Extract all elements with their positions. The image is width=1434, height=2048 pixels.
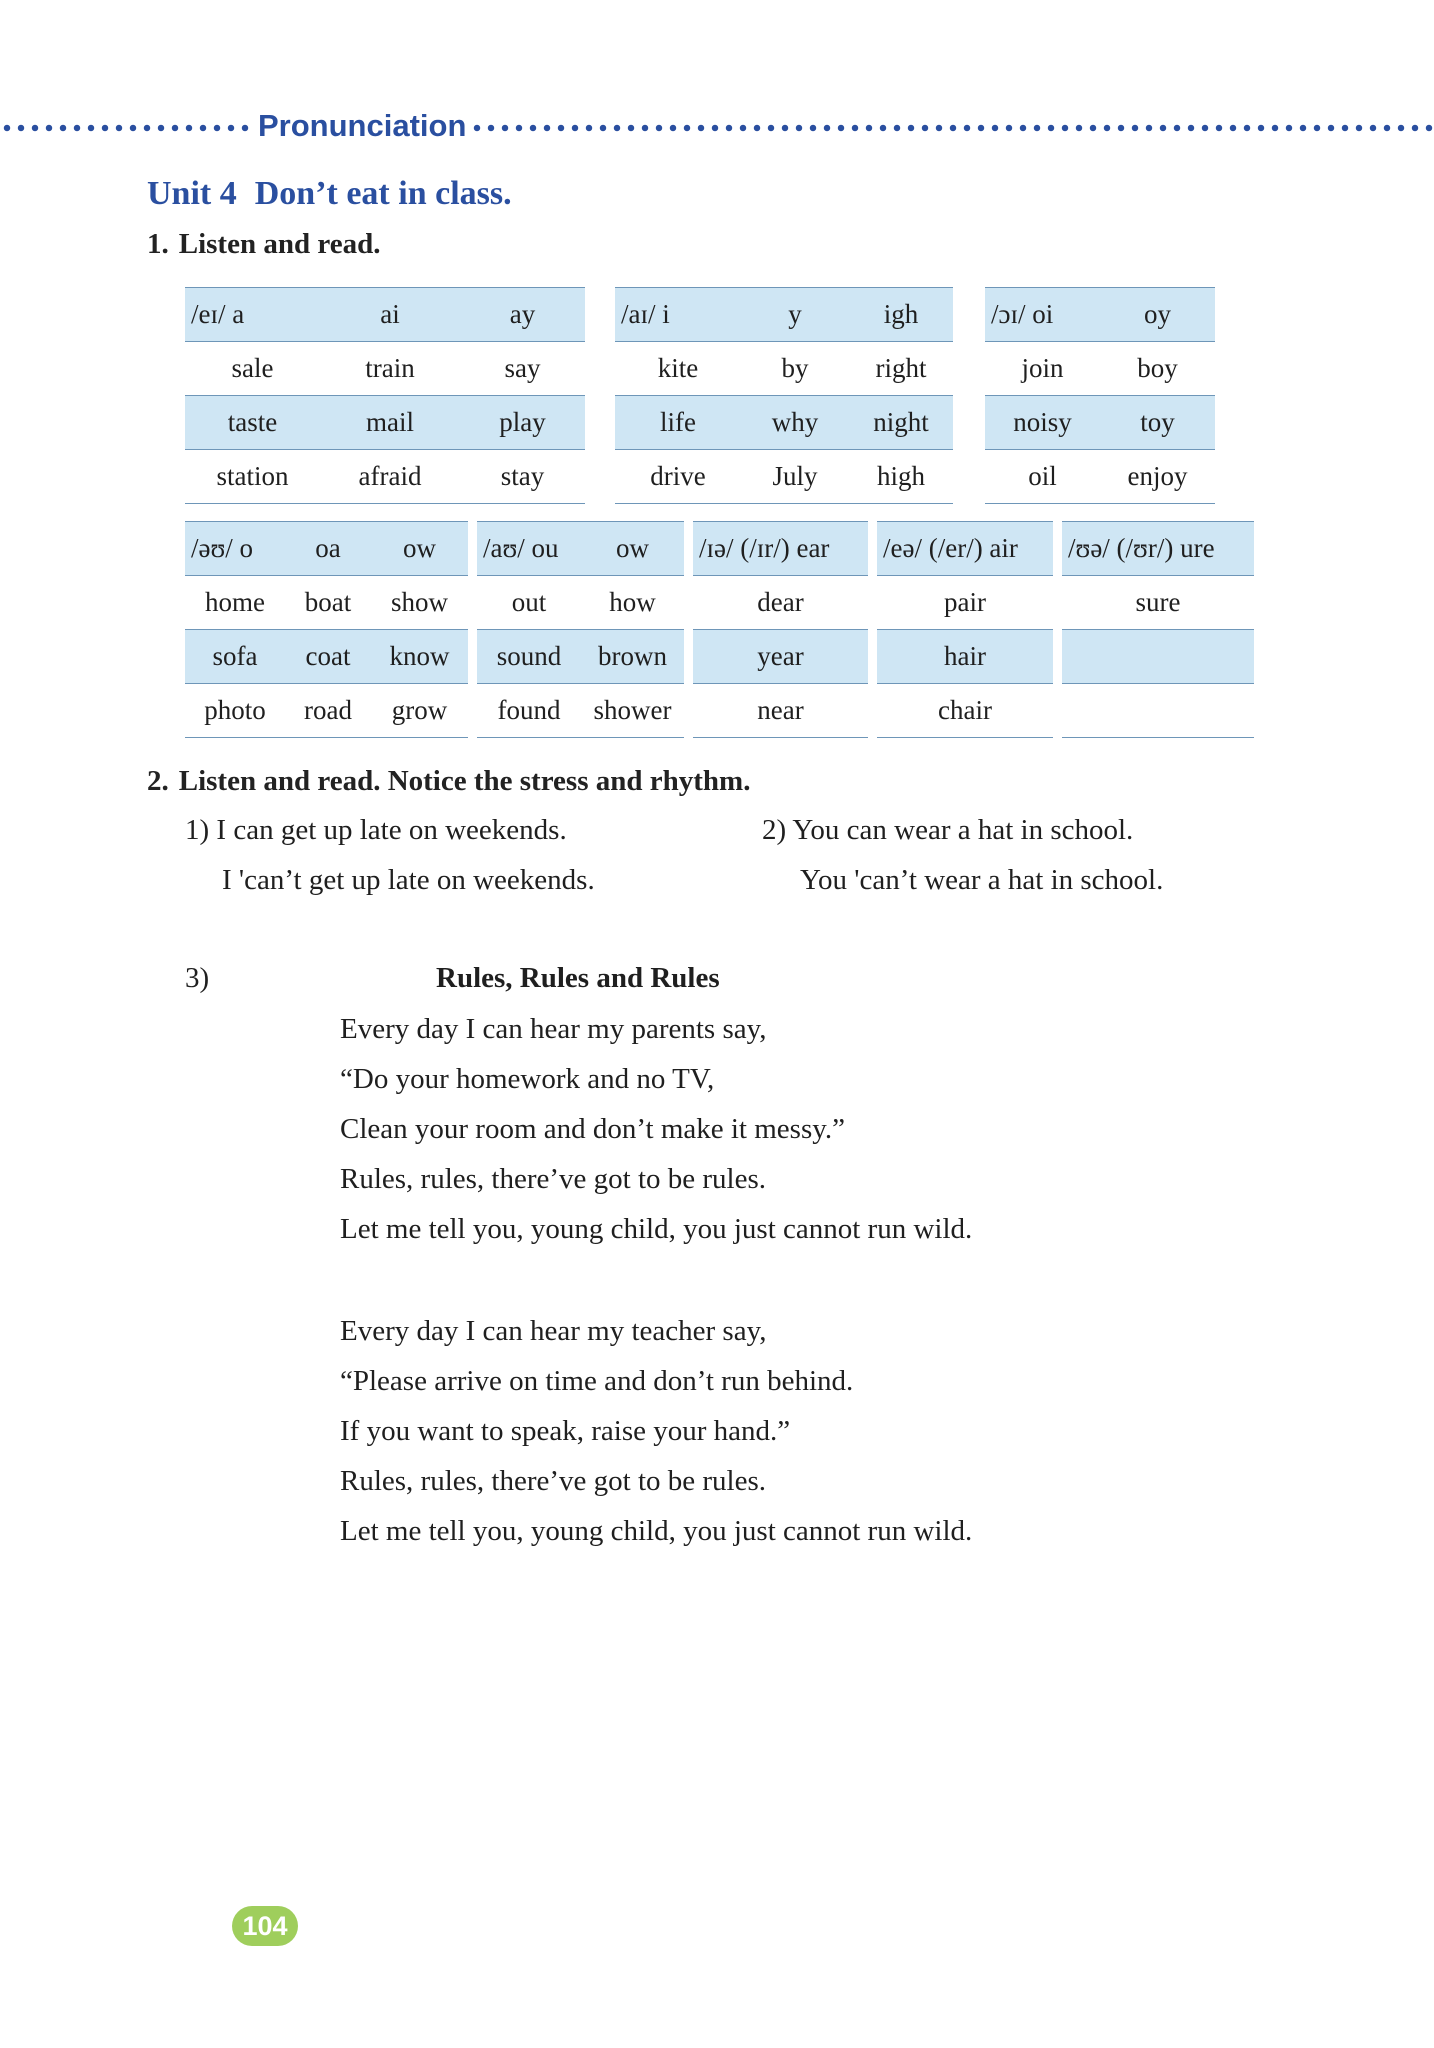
poem-line: Every day I can hear my parents say, — [340, 1013, 767, 1045]
table-row: year — [693, 630, 868, 684]
poem-line: Let me tell you, young child, you just cannot run wild. — [340, 1515, 973, 1547]
table-row: taste mail play — [185, 396, 585, 450]
unit-title — [147, 175, 512, 213]
table-row: join boy — [985, 342, 1215, 396]
exercise2-number: 2. — [147, 765, 169, 797]
table-row: out how — [477, 576, 684, 630]
phoneme-table-au — [477, 521, 684, 738]
phoneme-table-ou — [185, 521, 468, 738]
table-header-row: /əʊ/ o oa ow — [185, 522, 468, 576]
table-header-row: /ɪə/ (/ɪr/) ear — [693, 522, 868, 576]
phoneme-table-ear — [693, 521, 868, 738]
exercise1-instruction: Listen and read. — [178, 228, 381, 260]
sentence-2: 2) You can wear a hat in school. — [762, 814, 1134, 846]
table-row: oil enjoy — [985, 450, 1215, 504]
exercise2-instruction: Listen and read. Notice the stress and rhythm. — [178, 765, 751, 797]
phoneme-table-air — [877, 521, 1053, 738]
header-dots-left — [0, 124, 254, 132]
header-dots-right — [470, 124, 1434, 132]
table-header-row: /ɔɪ/ oi oy — [985, 288, 1215, 342]
section-title: Pronunciation — [258, 108, 467, 143]
poem-line: If you want to speak, raise your hand.” — [340, 1415, 791, 1447]
table-row: photo road grow — [185, 684, 468, 738]
exercise2-heading — [147, 765, 750, 798]
table-row: noisy toy — [985, 396, 1215, 450]
table-row: sofa coat know — [185, 630, 468, 684]
page-number-badge: 104 — [232, 1906, 298, 1946]
table-header-row: /aʊ/ ou ow — [477, 522, 684, 576]
table-header-row: /eə/ (/er/) air — [877, 522, 1053, 576]
sentence-1: 1) I can get up late on weekends. — [185, 814, 567, 846]
poem-line: Clean your room and don’t make it messy.” — [340, 1113, 845, 1145]
table-row — [1062, 684, 1254, 738]
poem-line: Rules, rules, there’ve got to be rules. — [340, 1163, 767, 1195]
poem-number: 3) — [185, 962, 210, 994]
poem-line: “Please arrive on time and don’t run behind. — [340, 1365, 854, 1397]
phoneme-table-ure — [1062, 521, 1254, 738]
table-row: kite by right — [615, 342, 953, 396]
table-row: station afraid stay — [185, 450, 585, 504]
exercise1-number: 1. — [147, 228, 169, 260]
table-row: life why night — [615, 396, 953, 450]
table-row: drive July high — [615, 450, 953, 504]
table-row: pair — [877, 576, 1053, 630]
poem-title: Rules, Rules and Rules — [436, 962, 720, 994]
table-row — [1062, 630, 1254, 684]
table-row: sound brown — [477, 630, 684, 684]
table-row: chair — [877, 684, 1053, 738]
unit-name: Don’t eat in class. — [254, 175, 512, 212]
phoneme-table-ai — [615, 287, 953, 504]
table-row: sale train say — [185, 342, 585, 396]
poem-line: Every day I can hear my teacher say, — [340, 1315, 767, 1347]
table-header-row: /ʊə/ (/ʊr/) ure — [1062, 522, 1254, 576]
table-row: near — [693, 684, 868, 738]
table-row: dear — [693, 576, 868, 630]
table-row: found shower — [477, 684, 684, 738]
table-row: home boat show — [185, 576, 468, 630]
poem-line: Rules, rules, there’ve got to be rules. — [340, 1465, 767, 1497]
poem-line: “Do your homework and no TV, — [340, 1063, 715, 1095]
table-row: hair — [877, 630, 1053, 684]
table-header-row: /eɪ/ a ai ay — [185, 288, 585, 342]
table-header-row: /aɪ/ i y igh — [615, 288, 953, 342]
phoneme-table-ei — [185, 287, 585, 504]
phoneme-table-oi — [985, 287, 1215, 504]
sentence-1-stressed: I 'can’t get up late on weekends. — [222, 864, 595, 896]
sentence-2-stressed: You 'can’t wear a hat in school. — [800, 864, 1164, 896]
table-row: sure — [1062, 576, 1254, 630]
exercise1-heading — [147, 228, 380, 261]
poem-line: Let me tell you, young child, you just cannot run wild. — [340, 1213, 973, 1245]
unit-number: Unit 4 — [147, 175, 237, 212]
